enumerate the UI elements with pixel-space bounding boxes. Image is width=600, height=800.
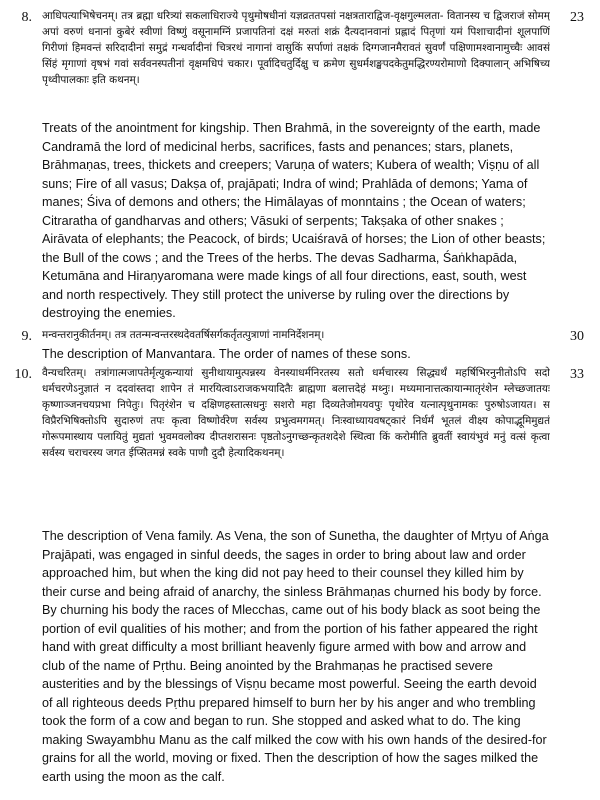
page-reference: 33 — [570, 367, 584, 382]
entry-number: 9. — [21, 329, 32, 344]
entry-body — [42, 365, 550, 793]
entry-body — [42, 8, 550, 324]
page-reference: 30 — [570, 329, 584, 344]
entry-8 — [8, 8, 592, 328]
sanskrit-text: वैन्यचरितम्‌। तत्रांगात्मजापतेर्मृत्युकन्यायां सुनीथायामुत्पन्नस्य वेनस्याधर्मनिरतस्य सतो धर्मचारस्य सिद्ध्यर्थं महर्षिभिरनुनीतोऽपि सदो धर्मचरणेऽनुज्ञातं न ददवांस्तदा शापेन तं मारयित्वाऽराजकभयादितैः ब्राह्मणा बलात्तदेहं मथ्नुः। मध्यमानात्तत्कायान्मातृरंशेन म्लेच्छजातयः कृष्णाञ्जनचयप्रभा निपेतुः। पितृरंशेन च दक्षिणहस्तात्सधनुः सशरो महा दिव्यतेजोमयवपुः पृथोरेव यत्नात्पृथुनामकः पुरुषोऽजायत। स विप्रैरभिषिक्तोऽपि सुदारुणं तपः कृत्वा विष्णोर्वरेण सर्वस्य प्रभुत्वमगमत्‌। निःस्वाध्यायवषट्कारं निर्धर्मं भूतलं वीक्ष्य कोपाद्भूमिमुद्यतं गोरूपमास्थाय पलायितुं मुद्यतां भुवमवलोक्य दीप्तशरासनः पृष्ठतोऽनुगच्छन्कृतशदेशे स्थित्वा किं करोमीति ब्रुवतीं स्वायंभुवं मनुं वत्सं कृत्वा सर्वस्य चराचरस्य जगत ईप्सितमन्नं स्वके पाणौ दुदौ हेत्यादिकथनम्‌। — [42, 367, 550, 459]
english-translation: The description of Manvantara. The order of names of these sons. — [42, 347, 411, 361]
entry-number: 8. — [21, 10, 32, 25]
sanskrit-text: मन्वन्तरानुकीर्तनम्‌। तत्र ततन्मन्वन्तरस्थदेवतर्षिसर्गकर्तृतत्पुत्राणां नामनिर्देशनम्‌। — [42, 329, 325, 341]
entry-10 — [8, 365, 592, 797]
sanskrit-text: आधिपत्याभिषेचनम्‌। तत्र ब्रह्मा धरित्र्यां सकलाधिराज्ये पृथुमोषधीनां यज्ञव्रततपसां नक्षत्रताराद्विज-वृक्षगुल्मलता- वितानस्य च द्विजराजं सोमम्‌ अपां वरुणं धनानां कुबेरं स्वीणां विष्णुं वसूनामग्निं प्रजापतिनां दक्षं मरुतां शक्रं दैत्यदानवानां प्रह्लादं पितृणां यमं पिशाचादीनां शूलपाणिं गिरीणां हिमवन्तं सरिदादीनां समुद्रं गन्धर्वादीनां चित्ररथं नागानां वासुकिं सर्पाणां तक्षकं दिग्गजानमैरावतं सुवर्णं पक्षिणामश्वानामुच्चैः आवसं सिंहं मृगाणां वृषभं गवां सर्ववनस्पतीनां वृक्षमधिपं चकार। पूर्वादिचतुर्दिक्षु च क्रमेण सुधर्मशङ्खपदकेतुमद्धिरण्यरोमाणो दिक्पालान्‌ अभिषिच्य पृथ्वीपालकाः इति कथनम्‌। — [42, 10, 550, 86]
english-translation: The description of Vena family. As Vena, the son of Sunetha, the daughter of Mṛtyu of Aṅga Prajāpati, was engaged in sinful deeds, the sages in order to bring about law and order approached him, but when the king did not pay heed to their counsel they killed him by their curse and being afraid of anarchy, the sinless Brāhmaṇas churned his body by force. By churning his body the races of Mlecchas, came out of his body black as soot being the portion of evil qualities of his mother; and from the portion of his father appeared the right hand with great difficulty a most brilliant heavenly figure armed with bow and arrow and club of the name of Pṛthu. Being anointed by the Brahmaṇas he practised severe austerities and by the blessings of Viṣṇu became most powerful. Seeing the earth devoid of all righteous deeds Pṛthu prepared himself to burn her by his anger and who trembling took the form of a cow and began to run. She stopped and asked what to do. The king making Swayambhu Manu as the calf milked the cow with his own hands of the desired-for grains for all the world, moving or fixed. Then the description of how the sages milked the earth using the moon as the calf. — [42, 529, 549, 784]
page-reference: 23 — [570, 10, 584, 25]
english-translation: Treats of the anointment for kingship. Then Brahmā, in the sovereignty of the earth, made Candramā the lord of medicinal herbs, sacrifices, fasts and penances; stars, planets, Brāhmaṇas, trees, thickets and creepers; Varuṇa of waters; Kubera of wealth; Viṣṇu of all suns; Fire of all vasus; Dakṣa of, prajāpati; Indra of wind; Prahlāda of demons; Yama of manes; Śiva of demons and others; the Himālayas of monntains ; the Ocean of waters; Citraratha of gandharvas and others; Vāsuki of serpents; Takṣaka of other snakes ; Airāvata of elephants; the Peacock, of birds; Ucaiśravā of horses; the Lion of other beasts; the Bull of the cows ; and the Trees of the herbs. The devas Sadharma, Śaṅkhapāda, Ketumāna and Hiraṇyaromana were made kings of all four directions, east, south, west and north respectively. They still protect the universe by ruling over the directions by destroying the enemies. — [42, 121, 546, 320]
entry-9 — [8, 327, 592, 367]
entry-number: 10. — [14, 367, 32, 382]
entry-body — [42, 327, 550, 364]
